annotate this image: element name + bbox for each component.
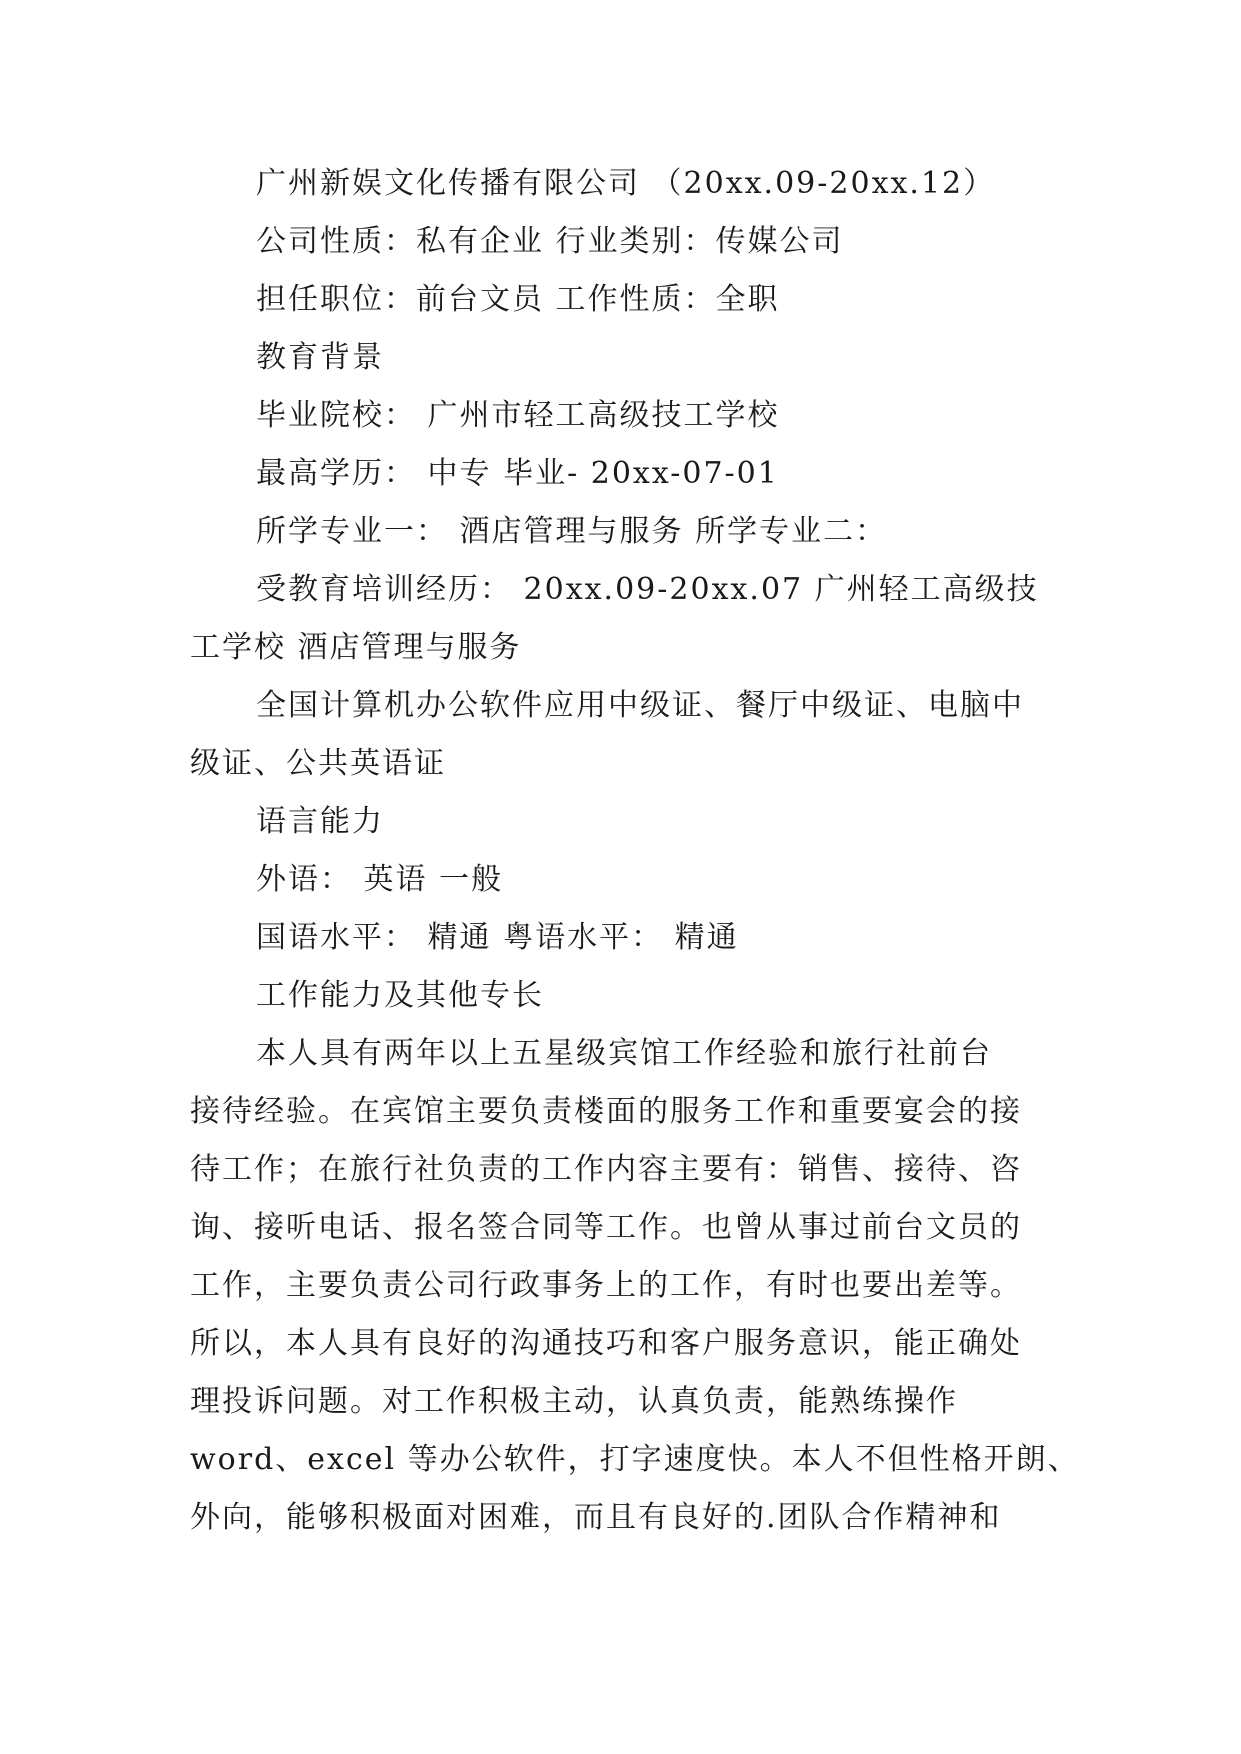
paragraph-line: 理投诉问题。对工作积极主动，认真负责，能熟练操作 — [190, 1384, 958, 1419]
paragraph-line: 工作，主要负责公司行政事务上的工作，有时也要出差等。 — [190, 1268, 1022, 1303]
school-line: 毕业院校： 广州市轻工高级技工学校 — [256, 398, 780, 433]
foreign-language-line: 外语： 英语 一般 — [256, 862, 504, 897]
certificates-line-cont: 级证、公共英语证 — [190, 746, 446, 781]
dialect-line: 国语水平： 精通 粤语水平： 精通 — [256, 920, 739, 955]
position-line: 担任职位：前台文员 工作性质：全职 — [256, 282, 780, 317]
training-line: 受教育培训经历： 20xx.09-20xx.07 广州轻工高级技 — [256, 572, 1039, 607]
training-line-cont: 工学校 酒店管理与服务 — [190, 630, 522, 665]
paragraph-line: word、excel 等办公软件，打字速度快。本人不但性格开朗、 — [190, 1442, 1080, 1477]
paragraph-line: 外向，能够积极面对困难，而且有良好的.团队合作精神和 — [190, 1500, 1002, 1535]
paragraph-line: 询、接听电话、报名签合同等工作。也曾从事过前台文员的 — [190, 1210, 1022, 1245]
degree-line: 最高学历： 中专 毕业- 20xx-07-01 — [256, 456, 779, 491]
company-type-line: 公司性质：私有企业 行业类别：传媒公司 — [256, 224, 844, 259]
paragraph-line: 本人具有两年以上五星级宾馆工作经验和旅行社前台 — [256, 1036, 992, 1071]
education-heading: 教育背景 — [256, 340, 384, 375]
skills-heading: 工作能力及其他专长 — [256, 978, 544, 1013]
paragraph-line: 待工作；在旅行社负责的工作内容主要有：销售、接待、咨 — [190, 1152, 1022, 1187]
major-line: 所学专业一： 酒店管理与服务 所学专业二： — [256, 514, 888, 549]
company-line: 广州新娱文化传播有限公司 （20xx.09-20xx.12） — [256, 166, 996, 201]
language-heading: 语言能力 — [256, 804, 384, 839]
paragraph-line: 所以，本人具有良好的沟通技巧和客户服务意识，能正确处 — [190, 1326, 1022, 1361]
paragraph-line: 接待经验。在宾馆主要负责楼面的服务工作和重要宴会的接 — [190, 1094, 1022, 1129]
certificates-line: 全国计算机办公软件应用中级证、餐厅中级证、电脑中 — [256, 688, 1024, 723]
